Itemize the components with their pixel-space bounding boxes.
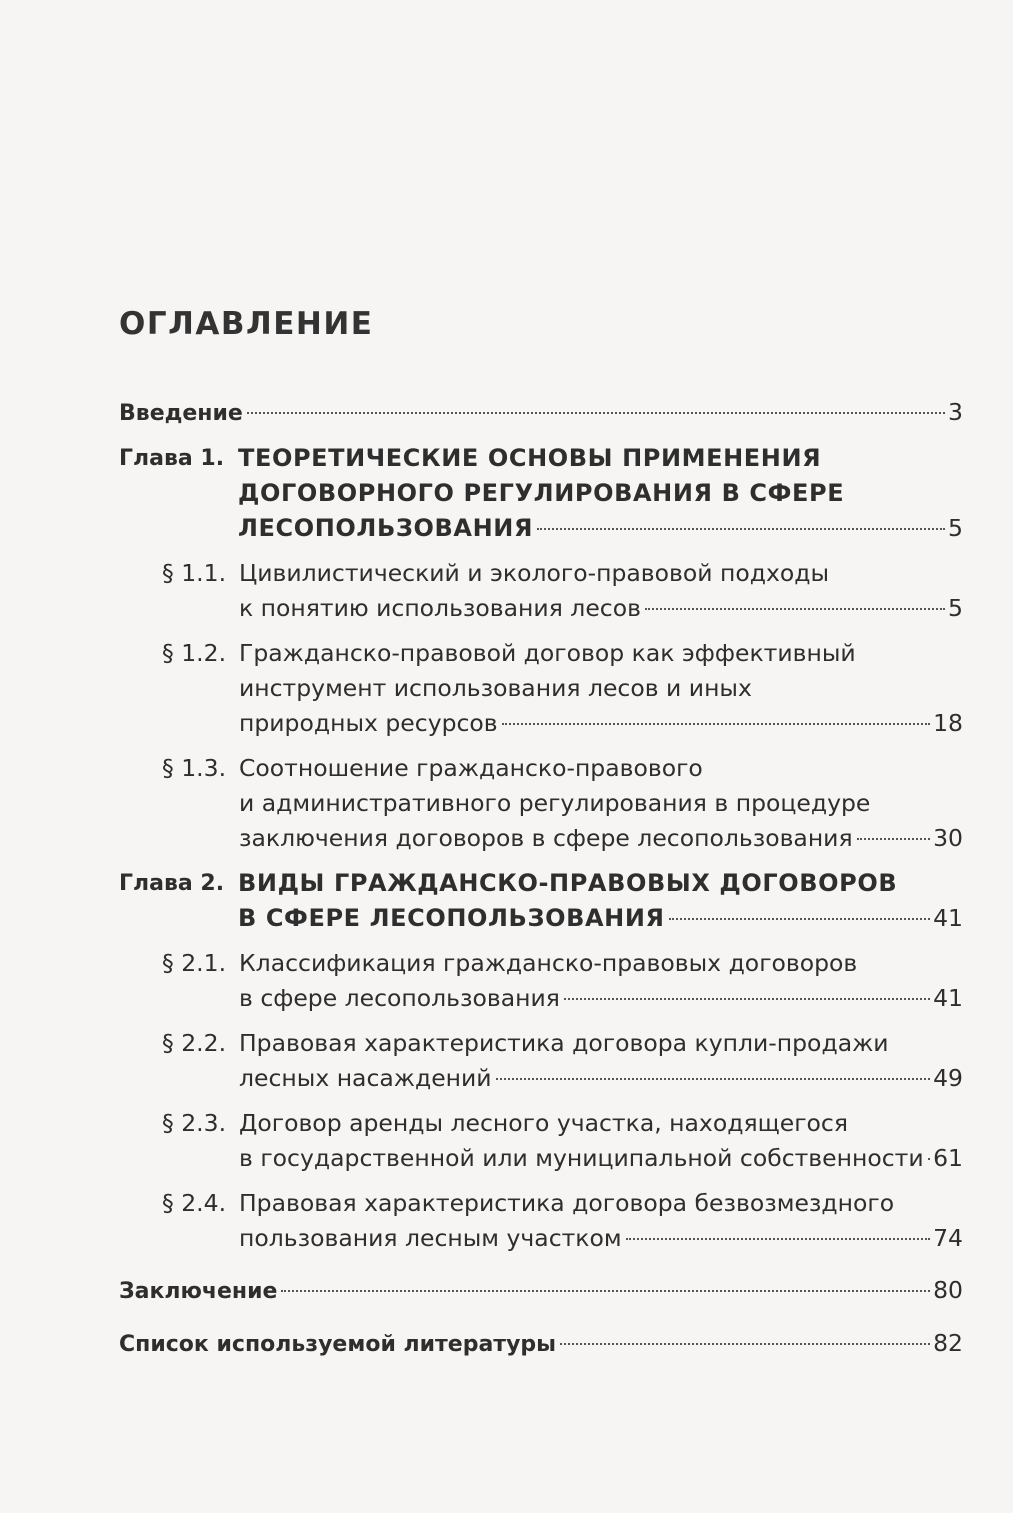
section-title-line: в сфере лесопользования: [239, 984, 560, 1012]
page-number: 82: [933, 1329, 963, 1357]
toc-entry-section-2-4[interactable]: [119, 1186, 963, 1256]
chapter-title-line: ДОГОВОРНОГО РЕГУЛИРОВАНИЯ В СФЕРЕ: [238, 479, 845, 507]
dot-leader: [928, 1158, 930, 1160]
toc-entry-label: Заключение: [119, 1279, 278, 1304]
chapter-title-line: ТЕОРЕТИЧЕСКИЕ ОСНОВЫ ПРИМЕНЕНИЯ: [238, 444, 822, 472]
section-number: § 2.3.: [162, 1109, 227, 1137]
dot-leader: [496, 1078, 931, 1080]
chapter-title-line: ВИДЫ ГРАЖДАНСКО-ПРАВОВЫХ ДОГОВОРОВ: [238, 869, 898, 897]
section-number: § 2.2.: [162, 1029, 227, 1057]
page-number: 41: [933, 904, 963, 932]
toc-entry-section-2-3[interactable]: [119, 1106, 963, 1176]
section-title-line: инструмент использования лесов и иных: [239, 674, 752, 702]
page-number: 18: [933, 709, 963, 737]
toc-entry-conclusion[interactable]: [119, 1273, 963, 1309]
section-title-line: Соотношение гражданско-правового: [239, 754, 703, 782]
section-number: § 1.1.: [162, 559, 227, 587]
page-title: ОГЛАВЛЕНИЕ: [119, 306, 374, 342]
page-number: 49: [933, 1064, 963, 1092]
dot-leader: [626, 1238, 930, 1240]
dot-leader: [247, 412, 945, 414]
toc-entry-section-1-3[interactable]: [119, 751, 963, 856]
toc-entry-section-2-2[interactable]: [119, 1026, 963, 1096]
section-number: § 2.4.: [162, 1189, 227, 1217]
section-title-line: Договор аренды лесного участка, находящегося: [239, 1109, 848, 1137]
toc-entry-label: Введение: [119, 401, 243, 426]
toc-entry-chapter-2[interactable]: [119, 866, 963, 936]
section-number: § 1.2.: [162, 639, 227, 667]
toc-entry-section-1-2[interactable]: [119, 636, 963, 741]
section-title-line: пользования лесным участком: [239, 1224, 622, 1252]
dot-leader: [281, 1290, 930, 1292]
dot-leader: [669, 918, 930, 920]
page-number: 41: [933, 984, 963, 1012]
toc-entry-section-2-1[interactable]: [119, 946, 963, 1016]
section-number: § 1.3.: [162, 754, 227, 782]
dot-leader: [537, 528, 945, 530]
section-title-line: заключения договоров в сфере лесопользования: [239, 824, 853, 852]
toc-entry-chapter-1[interactable]: [119, 441, 963, 546]
page-number: 61: [933, 1144, 963, 1172]
section-title-line: Гражданско-правовой договор как эффективный: [239, 639, 856, 667]
page-number: 74: [933, 1224, 963, 1252]
page-number: 30: [933, 824, 963, 852]
table-of-contents: [119, 395, 963, 1372]
toc-entry-intro[interactable]: [119, 395, 963, 431]
chapter-number: Глава 2.: [119, 871, 225, 896]
page-number: 5: [948, 594, 963, 622]
section-title-line: в государственной или муниципальной собственности: [239, 1144, 924, 1172]
section-title-line: лесных насаждений: [239, 1064, 492, 1092]
section-title-line: и административного регулирования в процедуре: [239, 789, 871, 817]
toc-entry-bibliography[interactable]: [119, 1326, 963, 1362]
chapter-title-line: В СФЕРЕ ЛЕСОПОЛЬЗОВАНИЯ: [238, 904, 665, 932]
section-number: § 2.1.: [162, 949, 227, 977]
dot-leader: [564, 998, 930, 1000]
section-title-line: Правовая характеристика договора безвозмездного: [239, 1189, 895, 1217]
chapter-title-line: ЛЕСОПОЛЬЗОВАНИЯ: [238, 514, 534, 542]
section-title-line: Классификация гражданско-правовых договоров: [239, 949, 858, 977]
page-number: 5: [948, 514, 963, 542]
page-number: 3: [948, 398, 963, 426]
dot-leader: [857, 838, 931, 840]
toc-entry-label: Список используемой литературы: [119, 1332, 557, 1357]
dot-leader: [502, 723, 930, 725]
dot-leader: [560, 1343, 930, 1345]
chapter-number: Глава 1.: [119, 446, 225, 471]
page-number: 80: [933, 1276, 963, 1304]
section-title-line: Правовая характеристика договора купли-продажи: [239, 1029, 889, 1057]
section-title-line: к понятию использования лесов: [239, 594, 641, 622]
section-title-line: природных ресурсов: [239, 709, 498, 737]
section-title-line: Цивилистический и эколого-правовой подходы: [239, 559, 830, 587]
toc-entry-section-1-1[interactable]: [119, 556, 963, 626]
dot-leader: [645, 608, 945, 610]
